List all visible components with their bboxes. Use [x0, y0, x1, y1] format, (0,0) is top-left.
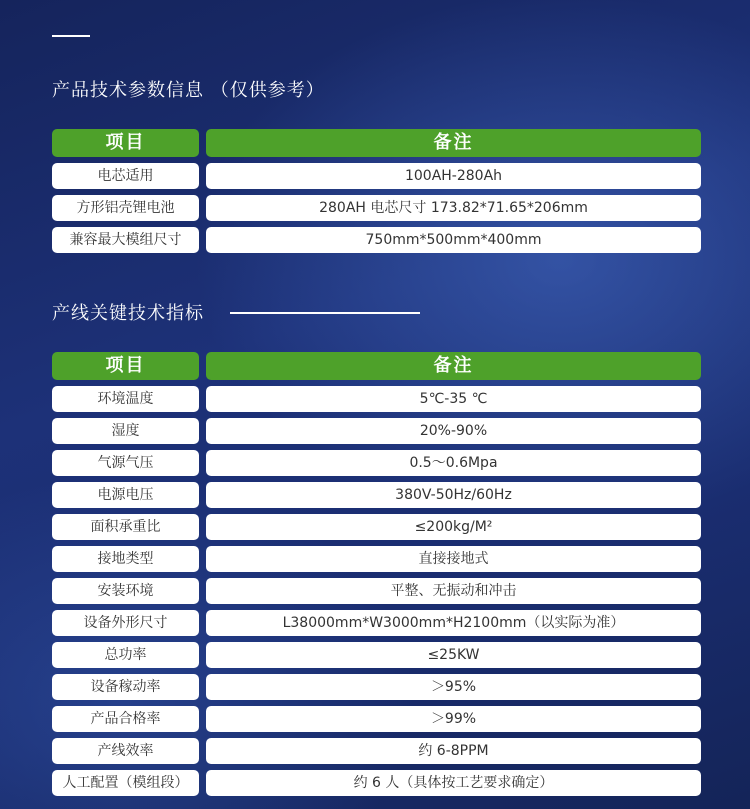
row-note: ＞99%	[206, 706, 701, 732]
row-note: 280AH 电芯尺寸 173.82*71.65*206mm	[206, 195, 701, 221]
row-item: 安装环境	[52, 578, 199, 604]
row-note: 750mm*500mm*400mm	[206, 227, 701, 253]
table-row	[52, 163, 701, 189]
header-item: 项目	[52, 352, 199, 380]
table-row	[52, 514, 701, 540]
table-row	[52, 770, 701, 796]
row-item: 设备稼动率	[52, 674, 199, 700]
table-header-row	[52, 352, 701, 380]
row-note: ≤200kg/M²	[206, 514, 701, 540]
section-title-product-params: 产品技术参数信息 （仅供参考）	[52, 80, 325, 101]
table-row	[52, 546, 701, 572]
product-params-table	[52, 129, 701, 259]
header-note: 备注	[206, 352, 701, 380]
row-note: 平整、无振动和冲击	[206, 578, 701, 604]
row-item: 设备外形尺寸	[52, 610, 199, 636]
row-note: ≤25KW	[206, 642, 701, 668]
header-note: 备注	[206, 129, 701, 157]
table-row	[52, 227, 701, 253]
row-item: 产线效率	[52, 738, 199, 764]
row-note: 直接接地式	[206, 546, 701, 572]
row-item: 环境温度	[52, 386, 199, 412]
section-title-line-indicators: 产线关键技术指标	[52, 303, 204, 324]
row-item: 产品合格率	[52, 706, 199, 732]
table-row	[52, 642, 701, 668]
top-divider	[52, 35, 90, 37]
title-divider	[230, 312, 420, 314]
table-row	[52, 706, 701, 732]
table-row	[52, 482, 701, 508]
row-item: 总功率	[52, 642, 199, 668]
row-note: ＞95%	[206, 674, 701, 700]
row-note: 约 6 人（具体按工艺要求确定）	[206, 770, 701, 796]
row-note: L38000mm*W3000mm*H2100mm（以实际为准）	[206, 610, 701, 636]
table-row	[52, 610, 701, 636]
table-row	[52, 738, 701, 764]
table-row	[52, 578, 701, 604]
table-row	[52, 418, 701, 444]
table-row	[52, 195, 701, 221]
row-item: 兼容最大模组尺寸	[52, 227, 199, 253]
row-item: 电芯适用	[52, 163, 199, 189]
table-header-row	[52, 129, 701, 157]
row-item: 气源气压	[52, 450, 199, 476]
table-row	[52, 386, 701, 412]
table-row	[52, 674, 701, 700]
row-item: 湿度	[52, 418, 199, 444]
line-indicators-table	[52, 352, 701, 802]
row-note: 100AH-280Ah	[206, 163, 701, 189]
row-item: 方形铝壳锂电池	[52, 195, 199, 221]
header-item: 项目	[52, 129, 199, 157]
table-row	[52, 450, 701, 476]
row-note: 约 6-8PPM	[206, 738, 701, 764]
row-note: 0.5～0.6Mpa	[206, 450, 701, 476]
row-item: 电源电压	[52, 482, 199, 508]
row-item: 接地类型	[52, 546, 199, 572]
row-note: 5℃-35 ℃	[206, 386, 701, 412]
row-item: 面积承重比	[52, 514, 199, 540]
row-note: 20%-90%	[206, 418, 701, 444]
row-note: 380V-50Hz/60Hz	[206, 482, 701, 508]
row-item: 人工配置（模组段）	[52, 770, 199, 796]
